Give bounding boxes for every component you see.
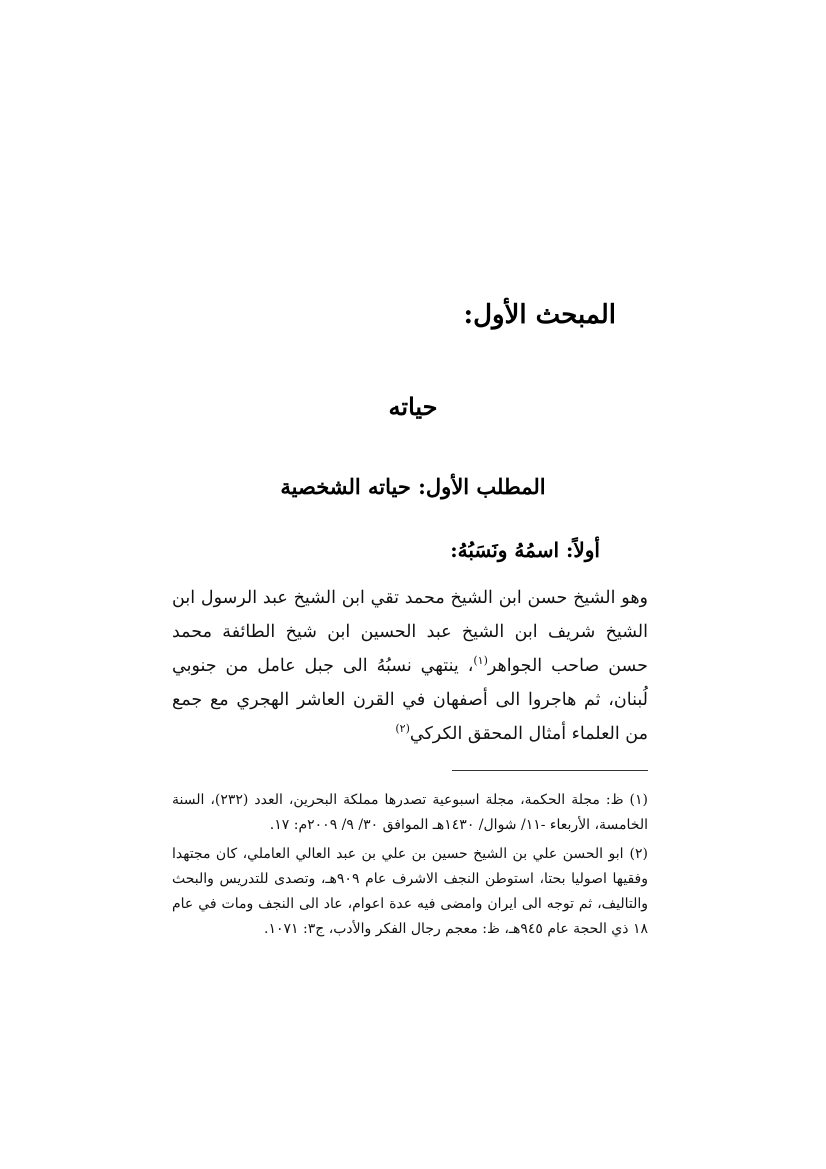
footnote-divider [452,770,648,771]
footnote-text: ظ: مجلة الحكمة، مجلة اسبوعية تصدرها مملكة البحرين، العدد (٢٣٢)، السنة الخامسة، الأربعاء -١١/ شوال/ ١٤٣٠هـ الموافق ٣٠/ ٩/ ٢٠٠٩م: ١٧. [172,792,648,833]
section-subtitle: المطلب الأول: حياته الشخصية [280,474,546,499]
page-title: حياته [388,392,438,421]
footnotes [172,788,648,946]
footnote-ref-2[interactable]: (٢) [395,722,410,736]
footnote-number: (١) [629,792,648,808]
footnote-text: ابو الحسن علي بن الشيخ حسين بن علي بن عبد العالي العاملي، كان مجتهدا وفقيها اصوليا بحتا، استوطن النجف الاشرف عام ٩٠٩هـ، وتصدى للتدريس والبحث والتاليف، ثم توجه الى ايران وامضى فيه عدة اعوام، عاد الى النجف ومات في عام ١٨ ذي الحجة عام ٩٤٥هـ، ظ: معجم رجال الفكر والأدب، ج٣: ١٠٧١. [172,846,648,937]
footnote-number: (٢) [629,846,648,862]
body-text-part2: ، ينتهي نسبُهُ الى جبل عامل من جنوبي لُبنان، ثم هاجروا الى أصفهان في القرن العاشر الهجري مع جمع من العلماء أمثال المحقق الكركي [172,656,648,744]
body-paragraph [172,581,648,751]
footnote-1 [172,788,648,838]
footnote-ref-1[interactable]: (١) [473,654,488,668]
chapter-heading: المبحث الأول: [463,300,616,330]
body-text-part1: وهو الشيخ حسن ابن الشيخ محمد تقي ابن الشيخ عبد الرسول ابن الشيخ شريف ابن الشيخ عبد الحسين ابن شيخ الطائفة محمد حسن صاحب الجواهر [172,588,648,676]
subsection-heading: أولاً: اسمُهُ ونَسَبُهُ: [450,538,600,562]
footnote-2 [172,842,648,942]
